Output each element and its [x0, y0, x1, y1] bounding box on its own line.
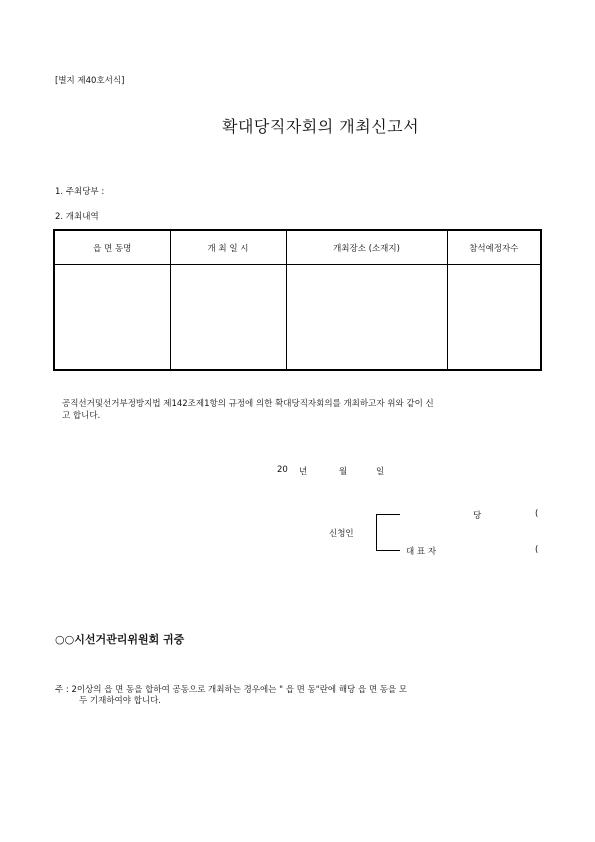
applicant-label: 신청인 [329, 529, 354, 539]
header-cell-attendees: 참석예정자수 [447, 230, 541, 265]
page-title: 확대당직자회의 개최신고서 [222, 117, 420, 136]
header-cell-datetime: 개 최 일 시 [170, 230, 286, 265]
cell-district[interactable] [54, 265, 170, 371]
date-year: 년 [299, 467, 308, 477]
note-line-1: 주 : 2이상의 읍 면 동을 합하여 공동으로 개최하는 경우에는 " 읍 면 동"란에 해당 읍 면 동을 모 [55, 685, 408, 695]
date-month: 월 [339, 467, 348, 477]
statement-line-2: 고 합니다. [62, 411, 101, 421]
statement-line-1: 공직선거및선거부정방지법 제142조제1항의 규정에 의한 확대당직자회의를 개최하고자 위와 같이 신 [62, 399, 434, 409]
cell-attendees[interactable] [447, 265, 541, 371]
note-line-2: 두 기재하여야 합니다. [79, 696, 162, 706]
host-party-label: 1. 주최당부 : [55, 187, 105, 197]
header-cell-district: 읍 면 동명 [54, 230, 170, 265]
cell-datetime[interactable] [170, 265, 286, 371]
party-label: 당 [473, 511, 482, 521]
bracket-top [376, 514, 400, 515]
cell-venue[interactable] [286, 265, 447, 371]
representative-label: 대 표 자 [406, 547, 437, 557]
date-day: 일 [376, 467, 385, 477]
date-year-prefix: 20 [277, 465, 288, 475]
representative-paren: ( [535, 545, 539, 555]
recipient: ○○시선거관리위원회 귀중 [55, 633, 185, 646]
applicant-bracket [376, 514, 377, 550]
bracket-bottom [376, 550, 400, 551]
meeting-details-table [53, 229, 542, 371]
form-number: [별지 제40호서식] [55, 76, 125, 86]
table-row [54, 265, 541, 371]
table-header-row [54, 230, 541, 265]
details-label: 2. 개최내역 [55, 212, 99, 222]
party-paren: ( [535, 509, 539, 519]
header-cell-venue: 개최장소 (소재지) [286, 230, 447, 265]
